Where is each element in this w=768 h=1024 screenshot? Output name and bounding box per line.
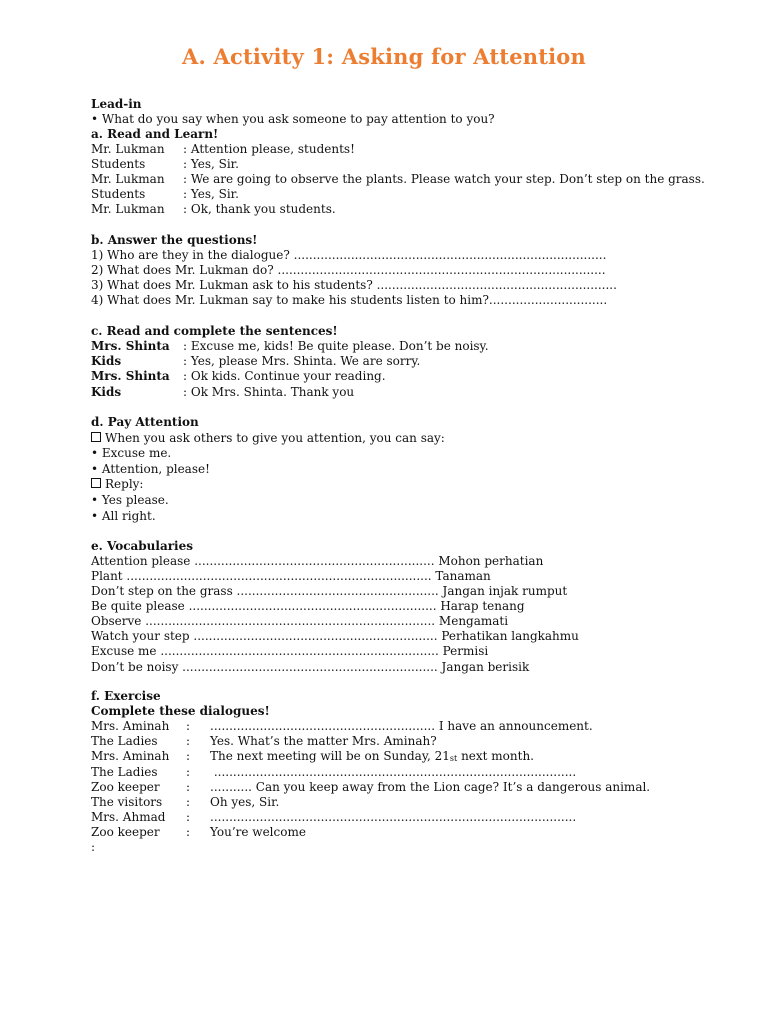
line-text: : We are going to observe the plants. Please watch your step. Don’t step on the grass. xyxy=(183,172,705,186)
list-item: Reply: xyxy=(91,477,143,492)
vocab-term: Don’t step on the grass ..................................................... xyxy=(91,584,439,598)
line-text: : Excuse me, kids! Be quite please. Don’t be noisy. xyxy=(183,339,489,353)
line-text: ................................................................................................ xyxy=(210,810,577,824)
dialogue-row: Mrs. Aminah : The next meeting will be on Sunday, $21_{st}$ next month. xyxy=(91,749,534,763)
question-line: 4) What does Mr. Lukman say to make his students listen to him?............................... xyxy=(91,293,608,307)
dialogue-row: The Ladies : Yes. What’s the matter Mrs. Aminah? xyxy=(91,734,437,748)
speaker: Mrs. Aminah xyxy=(91,749,170,763)
lead-in-question: • What do you say when you ask someone to pay attention to you? xyxy=(91,112,495,126)
speaker: Mrs. Shinta xyxy=(91,369,170,383)
question-line: 3) What does Mr. Lukman ask to his students? ............................................................... xyxy=(91,278,617,292)
speaker: The Ladies xyxy=(91,734,158,748)
section-b-heading: b. Answer the questions! xyxy=(91,233,258,247)
vocab-meaning: Jangan berisik xyxy=(437,660,530,674)
line-text: Oh yes, Sir. xyxy=(210,795,280,809)
line-text: Yes. What’s the matter Mrs. Aminah? xyxy=(210,734,437,748)
vocab-row xyxy=(91,629,579,644)
line-text: ........... Can you keep away from the Lion cage? It’s a dangerous animal. xyxy=(210,780,651,794)
speaker: Zoo keeper xyxy=(91,825,160,839)
section-f-subheading: Complete these dialogues! xyxy=(91,704,270,718)
speaker: Mr. Lukman xyxy=(91,172,165,186)
dialogue-row: The visitors : Oh yes, Sir. xyxy=(91,795,280,809)
dialogue-row: Mrs. Aminah : ........................................................... I have an announcement. xyxy=(91,719,593,733)
dialogue-row xyxy=(91,339,489,354)
dialogue-row: Zoo keeper : ........... Can you keep away from the Lion cage? It’s a dangerous animal. xyxy=(91,780,651,794)
vocab-term: Excuse me ......................................................................... xyxy=(91,644,439,658)
vocab-row xyxy=(91,660,529,675)
line-text: : Ok Mrs. Shinta. Thank you xyxy=(183,385,355,399)
line-text: : Ok kids. Continue your reading. xyxy=(183,369,386,383)
vocab-meaning: Jangan injak rumput xyxy=(438,584,568,598)
line-text: ........................................................... I have an announcement. xyxy=(210,719,593,733)
square-bullet-icon xyxy=(91,478,101,488)
section-a-heading: a. Read and Learn! xyxy=(91,127,219,141)
dialogue-row xyxy=(91,172,705,187)
lead-in-heading: Lead-in xyxy=(91,97,142,111)
list-item: • Attention, please! xyxy=(91,462,210,476)
vocab-row xyxy=(91,614,508,629)
section-c-heading: c. Read and complete the sentences! xyxy=(91,324,338,338)
vocab-meaning: Perhatikan langkahmu xyxy=(437,629,579,643)
vocab-row xyxy=(91,569,491,584)
dialogue-row: The Ladies : ............................................................................................... xyxy=(91,765,577,779)
speaker: Students xyxy=(91,157,146,171)
vocab-meaning: Mohon perhatian xyxy=(434,554,544,568)
speaker: Kids xyxy=(91,354,122,368)
list-item: When you ask others to give you attention, you can say: xyxy=(91,431,445,446)
vocab-row xyxy=(91,599,525,614)
dialogue-row: Mrs. Ahmad : ................................................................................................ xyxy=(91,810,577,824)
dialogue-row xyxy=(91,142,355,157)
vocab-meaning: Permisi xyxy=(438,644,489,658)
dialogue-row xyxy=(91,369,386,384)
speaker: Mrs. Shinta xyxy=(91,339,170,353)
question-line: 2) What does Mr. Lukman do? ...................................................................................... xyxy=(91,263,606,277)
page-title: A. Activity 1: Asking for Attention xyxy=(182,44,586,69)
dialogue-row: Zoo keeper : You’re welcome xyxy=(91,825,306,839)
vocab-term: Attention please ............................................................... xyxy=(91,554,435,568)
vocab-row xyxy=(91,584,567,599)
vocab-term: Observe ............................................................................ xyxy=(91,614,436,628)
line-text: : Ok, thank you students. xyxy=(183,202,336,216)
section-e-heading: e. Vocabularies xyxy=(91,539,194,553)
dialogue-row xyxy=(91,202,336,217)
line-text: : Yes, please Mrs. Shinta. We are sorry. xyxy=(183,354,421,368)
vocab-term: Watch your step ................................................................ xyxy=(91,629,438,643)
speaker: Mrs. Aminah xyxy=(91,719,170,733)
list-item: • Excuse me. xyxy=(91,446,172,460)
list-item: • Yes please. xyxy=(91,493,169,507)
line-text: You’re welcome xyxy=(210,825,306,839)
dialogue-row xyxy=(91,157,239,172)
vocab-meaning: Tanaman xyxy=(431,569,491,583)
speaker: Mrs. Ahmad xyxy=(91,810,166,824)
line-text: : Yes, Sir. xyxy=(183,157,239,171)
vocab-term: Don’t be noisy ................................................................... xyxy=(91,660,438,674)
vocab-row xyxy=(91,554,543,569)
line-text: : Yes, Sir. xyxy=(183,187,239,201)
speaker: The visitors xyxy=(91,795,163,809)
speaker: Mr. Lukman xyxy=(91,142,165,156)
speaker: Kids xyxy=(91,385,122,399)
line-text: The next meeting will be on Sunday, $21_{st}$ next month. xyxy=(210,749,534,763)
vocab-term: Be quite please ................................................................. xyxy=(91,599,437,613)
dialogue-row xyxy=(91,187,239,202)
vocab-meaning: Harap tenang xyxy=(436,599,525,613)
list-item: • All right. xyxy=(91,509,156,523)
square-bullet-icon xyxy=(91,432,101,442)
vocab-meaning: Mengamati xyxy=(435,614,509,628)
speaker: Zoo keeper xyxy=(91,780,160,794)
question-line: 1) Who are they in the dialogue? .................................................................................. xyxy=(91,248,607,262)
section-f-heading: f. Exercise xyxy=(91,689,161,703)
trailing-colon: : xyxy=(91,840,96,854)
line-text: : Attention please, students! xyxy=(183,142,355,156)
dialogue-row xyxy=(91,354,420,369)
speaker: The Ladies xyxy=(91,765,158,779)
speaker: Mr. Lukman xyxy=(91,202,165,216)
speaker: Students xyxy=(91,187,146,201)
line-text: ............................................................................................... xyxy=(210,765,577,779)
section-d-heading: d. Pay Attention xyxy=(91,415,199,429)
dialogue-row xyxy=(91,385,354,400)
vocab-row xyxy=(91,644,488,659)
vocab-term: Plant ................................................................................ xyxy=(91,569,432,583)
